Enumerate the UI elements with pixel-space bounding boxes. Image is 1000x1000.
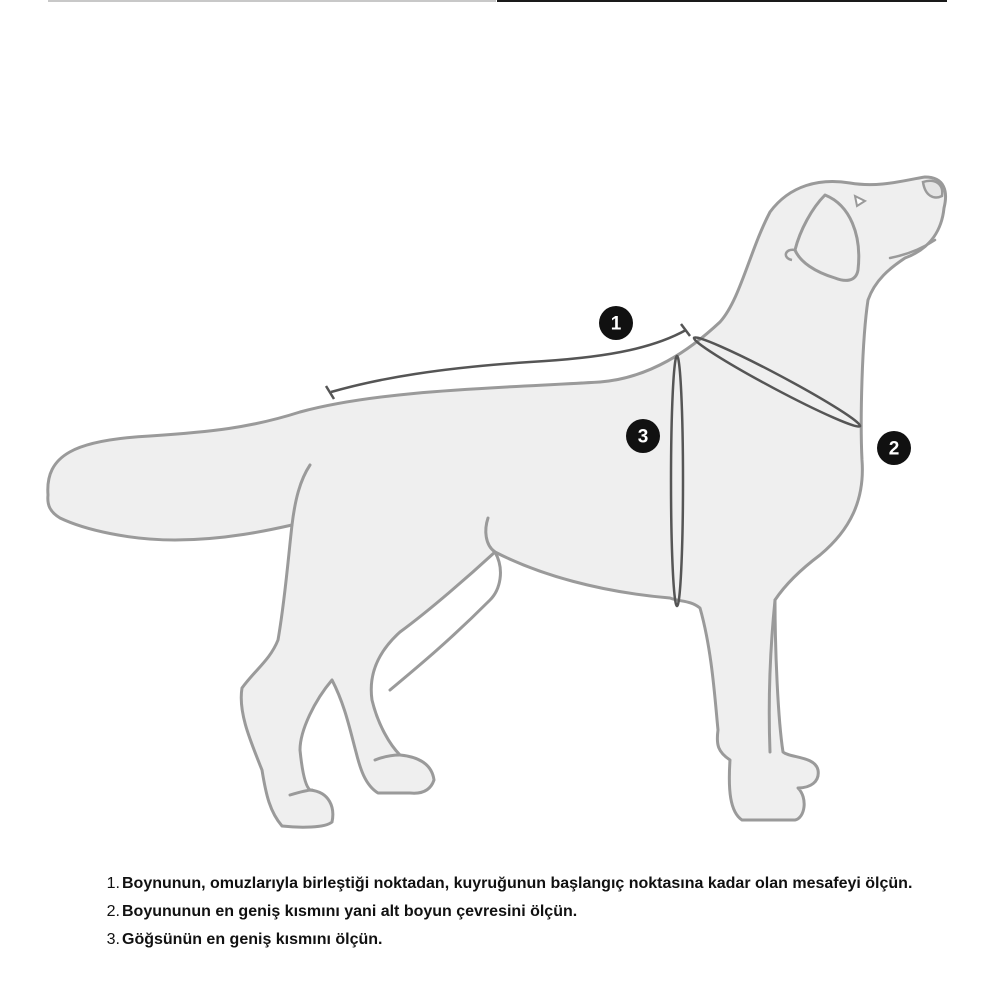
instruction-number: 1.: [106, 875, 120, 892]
instruction-text: Göğsünün en geniş kısmını ölçün.: [122, 931, 383, 948]
marker-badge-2: [877, 431, 911, 465]
instruction-text: Boynunun, omuzlarıyla birleştiği noktadan, kuyruğunun başlangıç noktasına kadar olan mesafeyi ölçün.: [122, 875, 913, 892]
dog-body-outline: [48, 177, 946, 827]
instruction-text: Boyununun en geniş kısmını yani alt boyun çevresini ölçün.: [122, 903, 578, 920]
marker-badge-3: [626, 419, 660, 453]
instruction-item: [100, 870, 940, 898]
instruction-item: [100, 926, 940, 954]
back-length-cap-end: [681, 324, 690, 336]
instruction-item: [100, 898, 940, 926]
marker-number-1: 1: [610, 313, 622, 335]
measurement-instructions: [100, 870, 940, 954]
marker-number-3: 3: [637, 426, 649, 448]
instruction-number: 2.: [106, 903, 120, 920]
dog-silhouette: [48, 177, 946, 827]
marker-badge-1: [599, 306, 633, 340]
marker-number-2: 2: [888, 438, 900, 460]
instruction-number: 3.: [106, 931, 120, 948]
